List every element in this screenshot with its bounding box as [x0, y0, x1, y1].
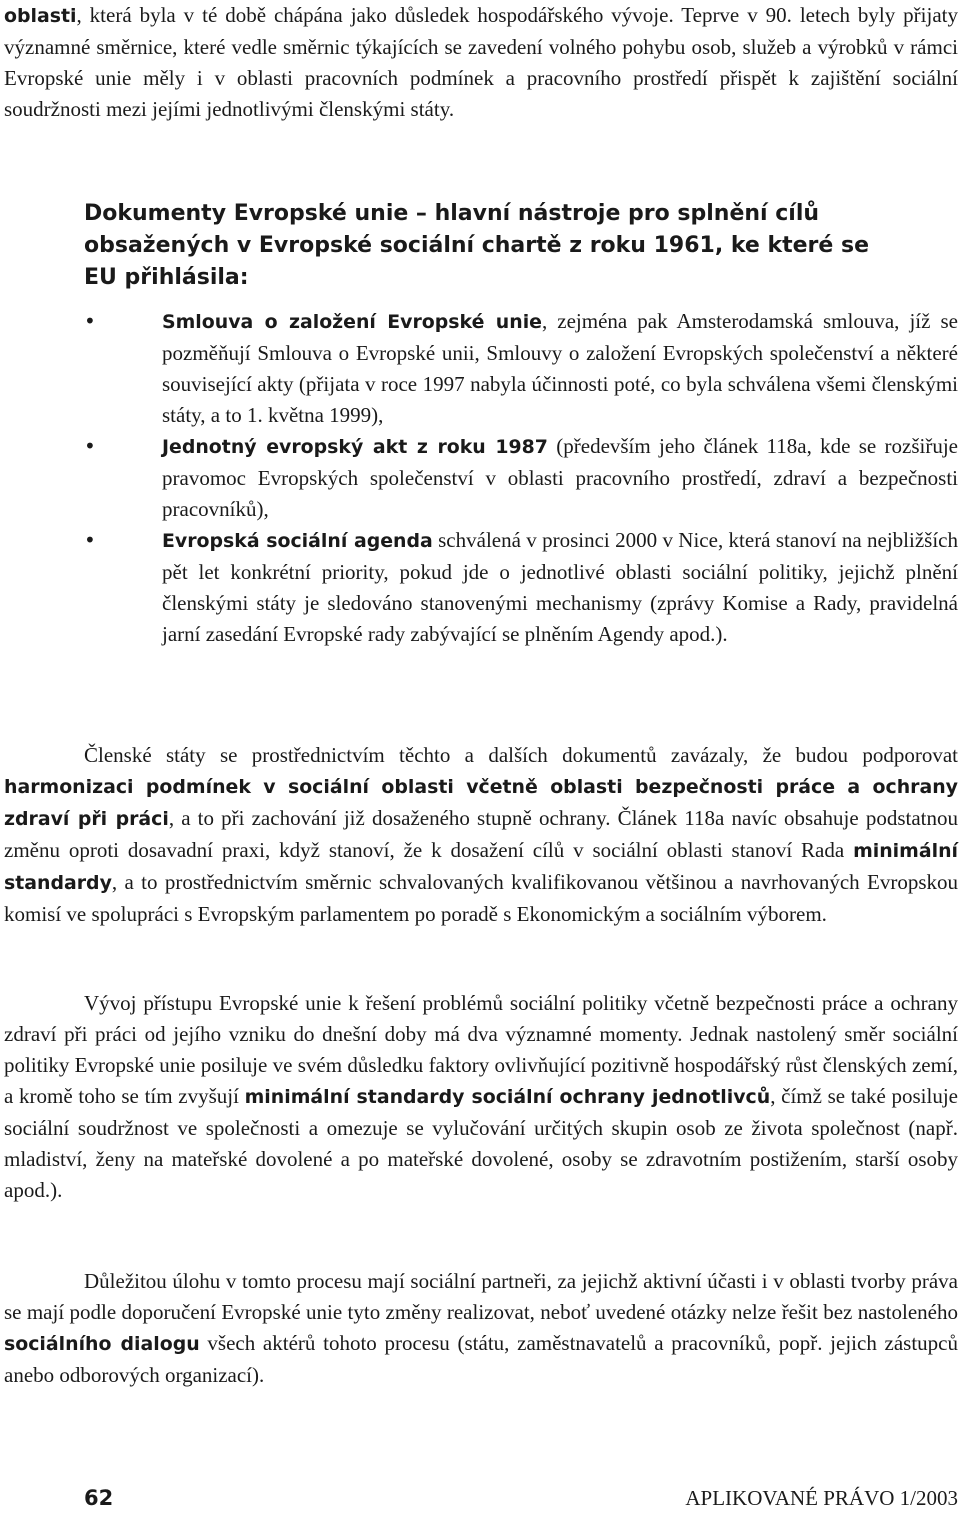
paragraph-text: Členské státy se prostřednictvím těchto a dalších dokumentů zavázaly, že budou podporovat	[84, 743, 958, 767]
list-item-bold: Smlouva o založení Evropské unie	[162, 311, 542, 333]
list-item-text: (především jeho článek 118a, kde se rozšiřuje pravomoc Evropských společenství v oblasti pracovního prostředí, zdraví a bezpečnosti pracovníků),	[162, 434, 959, 521]
list-item-text: , zejména pak Amsterodamská smlouva, jíž se pozměňují Smlouva o Evropské unii, Smlouvy o založení Evropských společenství a některé související akty (přijata v roce 1997 nabyla účinnosti poté, co byla schválena všemi členskými státy, a to 1. května 1999),	[162, 309, 958, 427]
bullet-icon: •	[84, 434, 96, 458]
documents-list	[84, 306, 958, 650]
list-item	[84, 525, 958, 650]
paragraph-bold: minimální standardy	[4, 840, 958, 894]
page-footer	[0, 1486, 960, 1516]
list-item-bold: Jednotný evropský akt z roku 1987	[162, 436, 548, 458]
paragraph-social-partners	[4, 1266, 958, 1391]
paragraph-text: , a to prostřednictvím směrnic schvalovaných kvalifikovanou většinou a navrhovaných Evropskou komisí ve spolupráci s Evropským parlamentem po poradě s Ekonomickým a sociálním výborem.	[4, 870, 958, 926]
paragraph-text: Důležitou úlohu v tomto procesu mají sociální partneři, za jejichž aktivní účasti i v oblasti tvorby práva se mají podle doporučení Evropské unie tyto změny realizovat, neboť uvedené otázky nelze řešit bez nastoleného	[4, 1269, 958, 1324]
journal-title: APLIKOVANÉ PRÁVO 1/2003	[685, 1486, 958, 1510]
paragraph-development	[4, 988, 958, 1206]
list-item-bold: Evropská sociální agenda	[162, 530, 433, 552]
bullet-icon: •	[84, 528, 96, 552]
intro-paragraph	[4, 0, 958, 125]
list-item-text: schválená v prosinci 2000 v Nice, která stanoví na nejbližších pět let konkrétní priority, pokud jde o jednotlivé oblasti sociální politiky, jejichž plnění členskými státy je sledováno stanovenými mechanismy (zprávy Komise a Rady, pravidelná jarní zasedání Evropské rady zabývající se plněním Agendy apod.).	[162, 528, 958, 646]
paragraph-text: Vývoj přístupu Evropské unie k řešení problémů sociální politiky včetně bezpečnosti práce a ochrany zdraví při práci od jejího vzniku do dnešní doby má dva významné momenty. Jednak nastolený směr sociální politiky Evropské unie posiluje ve svém důsledku faktory ovlivňující pozitivně hospodářský růst členských zemí, a kromě toho se tím zvyšují	[4, 991, 958, 1108]
bullet-icon: •	[84, 309, 96, 333]
paragraph-harmonization	[4, 740, 958, 930]
paragraph-bold: sociálního dialogu	[4, 1333, 200, 1355]
paragraph-text: , čímž se také posiluje sociální soudržnost ve společnosti a omezuje se vylučování určitých skupin osob ze života společnost (např. mladiství, ženy na mateřské dovolené a po mateřské dovolené, osoby se zdravotním postižením, starší osoby apod.).	[4, 1084, 958, 1202]
page-number: 62	[84, 1486, 114, 1510]
paragraph-bold: minimální standardy sociální ochrany jednotlivců	[244, 1086, 771, 1108]
paragraph-text: všech aktérů tohoto procesu (státu, zaměstnavatelů a pracovníků, popř. jejich zástupců anebo odborových organizací).	[4, 1331, 959, 1387]
intro-bold: oblasti	[4, 5, 77, 27]
list-item	[84, 306, 958, 431]
section-heading: Dokumenty Evropské unie – hlavní nástroje pro splnění cílů obsažených v Evropské sociální chartě z roku 1961, ke které se EU přihlásila:	[84, 201, 869, 290]
list-item	[84, 431, 958, 525]
intro-text: , která byla v té době chápána jako důsledek hospodářského vývoje. Teprve v 90. letech byly přijaty významné směrnice, které vedle směrnic týkajících se zavedení volného pohybu osob, služeb a výrobků v rámci Evropské unie měly i v oblasti pracovních podmínek a pracovního prostředí přispět k zajištění sociální soudržnosti mezi jejími jednotlivými členskými státy.	[4, 3, 958, 121]
paragraph-text: , a to při zachování již dosaženého stupně ochrany. Článek 118a navíc obsahuje podstatnou změnu oproti dosavadní praxi, když stanoví, že k dosažení cílů v sociální oblasti stanoví Rada	[4, 806, 958, 862]
paragraph-bold: harmonizaci podmínek v sociální oblasti včetně oblasti bezpečnosti práce a ochrany zdraví při práci	[4, 776, 958, 830]
